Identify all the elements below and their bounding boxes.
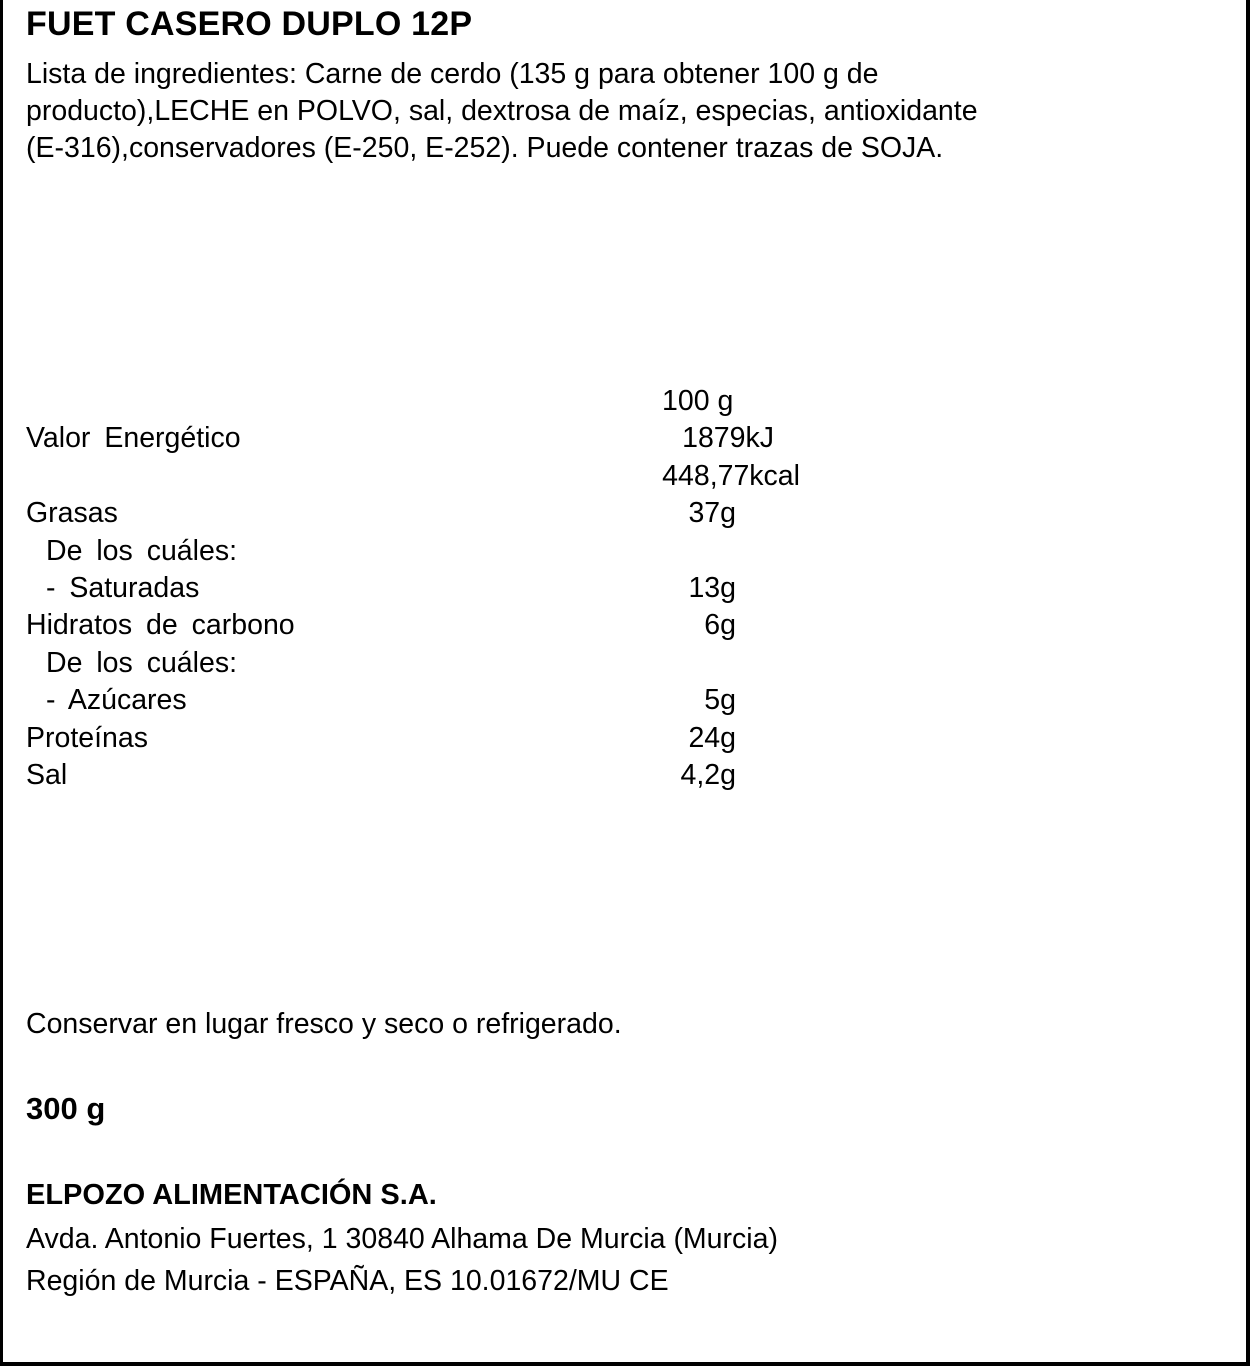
nutrition-table bbox=[26, 383, 926, 794]
nutrition-column-header: 100 g bbox=[662, 385, 734, 417]
nutrient-label: Grasas bbox=[26, 497, 118, 530]
nutrient-label: - Saturadas bbox=[46, 571, 200, 604]
nutrient-label: De los cuáles: bbox=[46, 646, 238, 679]
net-weight: 300 g bbox=[26, 1091, 106, 1126]
nutrient-value: 5g bbox=[704, 684, 736, 717]
nutrition-row-carb-subheading bbox=[26, 645, 926, 682]
storage-instructions: Conservar en lugar fresco y seco o refrigerado. bbox=[26, 1008, 622, 1040]
nutrient-value: 1879kJ bbox=[682, 422, 774, 455]
nutrition-row-energy-kcal bbox=[26, 458, 926, 495]
nutrient-label: Sal bbox=[26, 758, 68, 791]
address-line: Región de Murcia - ESPAÑA, ES 10.01672/MU CE bbox=[26, 1265, 669, 1297]
ingredients-line: producto),LECHE en POLVO, sal, dextrosa de maíz, especias, antioxidante bbox=[26, 95, 978, 127]
nutrition-row-carbohydrates bbox=[26, 607, 926, 644]
nutrient-label: - Azúcares bbox=[46, 684, 187, 717]
nutrient-label: De los cuáles: bbox=[46, 534, 238, 567]
nutrient-value: 13g bbox=[688, 571, 736, 604]
nutrition-header-row bbox=[26, 383, 926, 420]
nutrition-row-sugars bbox=[26, 682, 926, 719]
company-address bbox=[26, 1218, 778, 1302]
nutrition-row-salt bbox=[26, 757, 926, 794]
nutrient-value: 24g bbox=[688, 721, 736, 754]
ingredients-line: Lista de ingredientes: Carne de cerdo (135 g para obtener 100 g de bbox=[26, 58, 879, 90]
nutrient-label: Hidratos de carbono bbox=[26, 609, 295, 642]
nutrition-row-fat-subheading bbox=[26, 533, 926, 570]
nutrition-row-energy-kj bbox=[26, 420, 926, 457]
nutrient-value: 6g bbox=[704, 609, 736, 642]
product-title: FUET CASERO DUPLO 12P bbox=[26, 5, 473, 43]
nutrition-row-protein bbox=[26, 720, 926, 757]
ingredients-list bbox=[26, 56, 1186, 167]
nutrient-value: 4,2g bbox=[680, 758, 736, 791]
nutrient-label: Valor Energético bbox=[26, 422, 241, 455]
nutrient-value: 37g bbox=[688, 497, 736, 530]
nutrient-label: Proteínas bbox=[26, 721, 148, 754]
address-line: Avda. Antonio Fuertes, 1 30840 Alhama De Murcia (Murcia) bbox=[26, 1223, 778, 1255]
ingredients-line: (E-316),conservadores (E-250, E-252). Puede contener trazas de SOJA. bbox=[26, 132, 944, 164]
nutrient-value: 448,77kcal bbox=[662, 459, 800, 492]
nutrition-row-fat bbox=[26, 495, 926, 532]
nutrition-row-saturated bbox=[26, 570, 926, 607]
company-name: ELPOZO ALIMENTACIÓN S.A. bbox=[26, 1179, 437, 1211]
